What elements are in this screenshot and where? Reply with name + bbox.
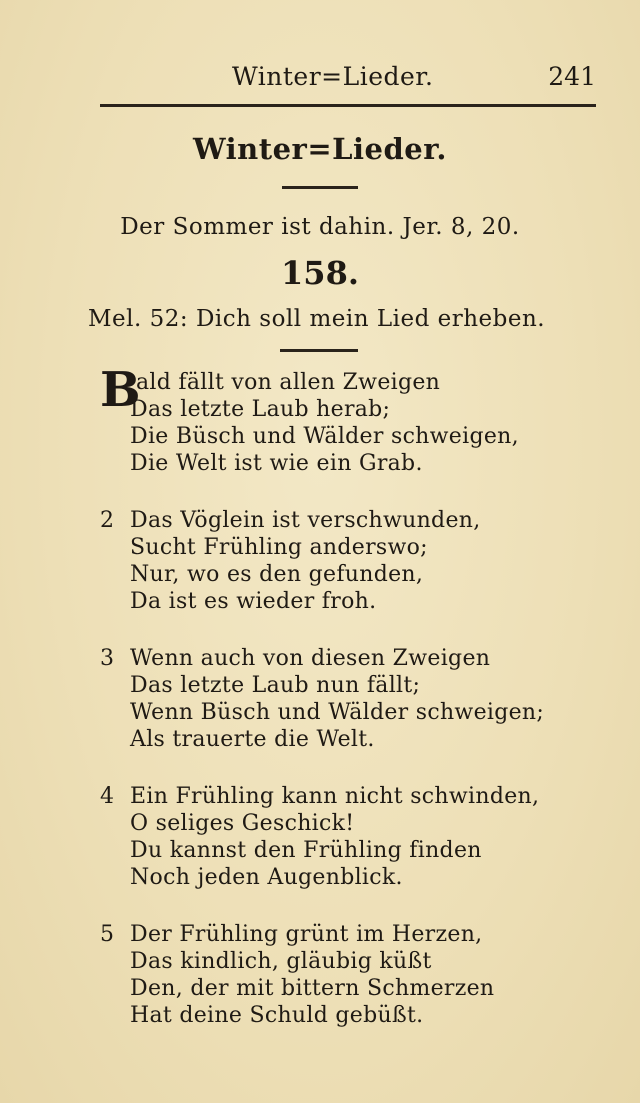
stanza-line: Wenn auch von diesen Zweigen bbox=[130, 646, 491, 671]
scripture-motto: Der Sommer ist dahin. Jer. 8, 20. bbox=[120, 214, 520, 240]
page-number: 241 bbox=[548, 62, 596, 91]
stanza-line: Wenn Büsch und Wälder schweigen; bbox=[130, 700, 545, 725]
running-header bbox=[100, 62, 596, 102]
stanza-line: Das letzte Laub nun fällt; bbox=[130, 673, 421, 698]
hymn-number: 158. bbox=[281, 254, 359, 292]
stanza-line: Hat deine Schuld gebüßt. bbox=[130, 1003, 424, 1028]
stanza-line: ald fällt von allen Zweigen bbox=[136, 370, 441, 395]
melody-divider bbox=[280, 349, 358, 352]
stanza-line: Das letzte Laub herab; bbox=[130, 397, 391, 422]
stanza-number: 2 bbox=[100, 508, 114, 533]
stanza-line: Die Büsch und Wälder schweigen, bbox=[130, 424, 519, 449]
stanza-number: 3 bbox=[100, 646, 114, 671]
stanza-line: Der Frühling grünt im Herzen, bbox=[130, 922, 483, 947]
title-divider bbox=[282, 186, 358, 189]
stanza-line: Die Welt ist wie ein Grab. bbox=[130, 451, 423, 476]
stanza-number: 4 bbox=[100, 784, 114, 809]
stanza-line: Ein Frühling kann nicht schwinden, bbox=[130, 784, 540, 809]
stanza-line: Sucht Frühling anderswo; bbox=[130, 535, 428, 560]
stanza-line: Als trauerte die Welt. bbox=[130, 727, 375, 752]
stanza-line: Den, der mit bittern Schmerzen bbox=[130, 976, 495, 1001]
section-title: Winter=Lieder. bbox=[193, 132, 447, 166]
stanza-line: Nur, wo es den gefunden, bbox=[130, 562, 424, 587]
stanza-number: 5 bbox=[100, 922, 114, 947]
running-title: Winter=Lieder. bbox=[232, 62, 434, 91]
stanza-line: O seliges Geschick! bbox=[130, 811, 355, 836]
stanza-line: Du kannst den Frühling finden bbox=[130, 838, 482, 863]
stanza-line: Da ist es wieder froh. bbox=[130, 589, 377, 614]
header-rule bbox=[100, 104, 596, 107]
drop-cap: B bbox=[100, 362, 141, 418]
stanza-line: Das kindlich, gläubig küßt bbox=[130, 949, 432, 974]
melody-indication: Mel. 52: Dich soll mein Lied erheben. bbox=[88, 306, 546, 332]
stanza-line: Das Vöglein ist verschwunden, bbox=[130, 508, 481, 533]
stanza-line: Noch jeden Augenblick. bbox=[130, 865, 403, 890]
